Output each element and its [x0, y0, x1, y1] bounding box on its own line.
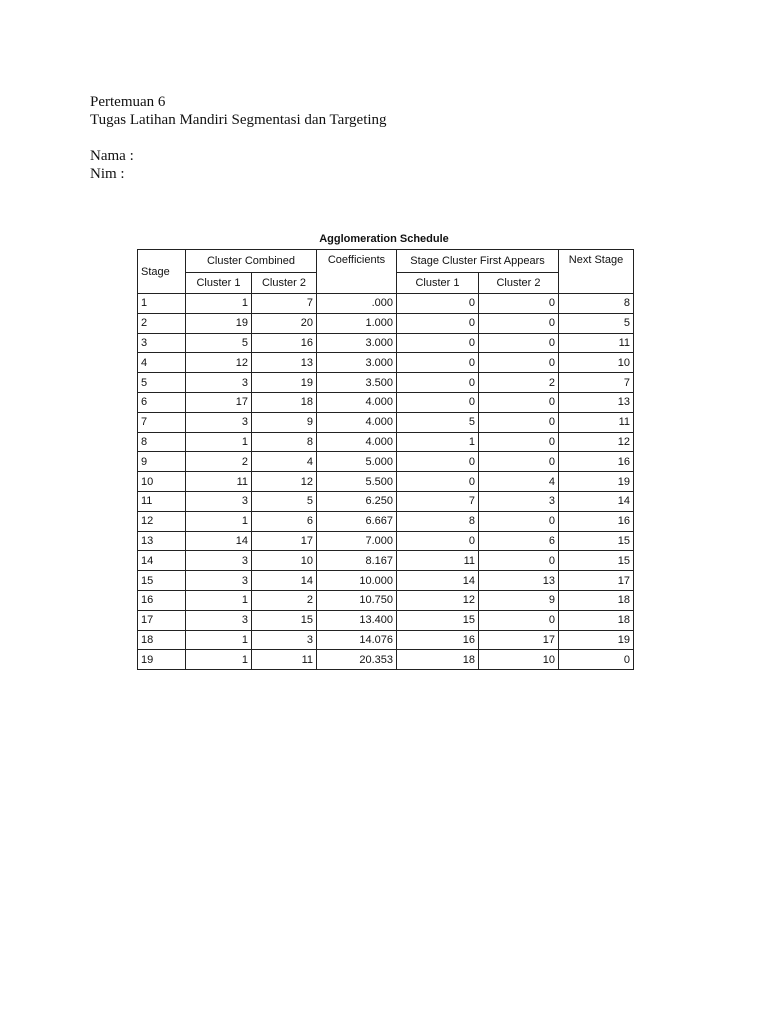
table-row [138, 333, 634, 353]
stage-cell: 14 [138, 551, 186, 571]
coefficient-cell: 4.000 [317, 432, 397, 452]
combined-cluster1-cell: 5 [186, 333, 252, 353]
coefficients-header: Coefficients [317, 250, 397, 294]
coefficient-cell: 10.000 [317, 571, 397, 591]
combined-cluster1-cell: 3 [186, 571, 252, 591]
coefficient-cell: 4.000 [317, 392, 397, 412]
stage-cell: 17 [138, 610, 186, 630]
document-header [90, 93, 387, 183]
table-row [138, 610, 634, 630]
appears-cluster1-cell: 7 [397, 491, 479, 511]
stage-cell: 18 [138, 630, 186, 650]
combined-cluster2-cell: 12 [252, 472, 317, 492]
appears-cluster2-cell: 13 [479, 571, 559, 591]
combined-cluster2-cell: 7 [252, 294, 317, 314]
appears-cluster2-header: Cluster 2 [479, 273, 559, 294]
next-stage-cell: 16 [559, 452, 634, 472]
appears-cluster1-cell: 15 [397, 610, 479, 630]
agglomeration-schedule-table [137, 249, 634, 670]
table-row [138, 313, 634, 333]
appears-cluster2-cell: 0 [479, 294, 559, 314]
table-row [138, 353, 634, 373]
first-appears-header: Stage Cluster First Appears [397, 250, 559, 273]
appears-cluster1-cell: 14 [397, 571, 479, 591]
coefficient-cell: 3.500 [317, 373, 397, 393]
appears-cluster1-cell: 8 [397, 511, 479, 531]
coefficient-cell: 14.076 [317, 630, 397, 650]
appears-cluster1-cell: 0 [397, 313, 479, 333]
name-label: Nama : [90, 148, 134, 164]
next-stage-cell: 19 [559, 630, 634, 650]
appears-cluster2-cell: 0 [479, 313, 559, 333]
next-stage-cell: 10 [559, 353, 634, 373]
combined-cluster2-cell: 9 [252, 412, 317, 432]
combined-cluster2-cell: 14 [252, 571, 317, 591]
next-stage-cell: 5 [559, 313, 634, 333]
appears-cluster2-cell: 0 [479, 610, 559, 630]
appears-cluster1-cell: 0 [397, 452, 479, 472]
appears-cluster2-cell: 0 [479, 353, 559, 373]
table-row [138, 511, 634, 531]
combined-cluster2-cell: 8 [252, 432, 317, 452]
coefficient-cell: 20.353 [317, 650, 397, 670]
cluster-combined-header: Cluster Combined [186, 250, 317, 273]
stage-cell: 10 [138, 472, 186, 492]
stage-cell: 19 [138, 650, 186, 670]
coefficient-cell: 5.000 [317, 452, 397, 472]
combined-cluster2-cell: 13 [252, 353, 317, 373]
coefficient-cell: 7.000 [317, 531, 397, 551]
appears-cluster2-cell: 3 [479, 491, 559, 511]
table-row [138, 373, 634, 393]
combined-cluster2-cell: 6 [252, 511, 317, 531]
next-stage-header: Next Stage [559, 250, 634, 294]
coefficient-cell: 5.500 [317, 472, 397, 492]
appears-cluster1-cell: 12 [397, 590, 479, 610]
combined-cluster1-cell: 11 [186, 472, 252, 492]
combined-cluster1-cell: 1 [186, 650, 252, 670]
combined-cluster2-cell: 19 [252, 373, 317, 393]
table-row [138, 571, 634, 591]
table-row [138, 491, 634, 511]
combined-cluster2-cell: 3 [252, 630, 317, 650]
table-row [138, 531, 634, 551]
next-stage-cell: 18 [559, 610, 634, 630]
appears-cluster1-cell: 0 [397, 353, 479, 373]
table-row [138, 630, 634, 650]
next-stage-cell: 16 [559, 511, 634, 531]
coefficient-cell: 8.167 [317, 551, 397, 571]
stage-header: Stage [138, 250, 186, 294]
appears-cluster2-cell: 0 [479, 412, 559, 432]
stage-cell: 16 [138, 590, 186, 610]
combined-cluster1-cell: 14 [186, 531, 252, 551]
stage-cell: 11 [138, 491, 186, 511]
appears-cluster2-cell: 0 [479, 452, 559, 472]
combined-cluster2-cell: 16 [252, 333, 317, 353]
combined-cluster1-cell: 1 [186, 511, 252, 531]
combined-cluster2-cell: 17 [252, 531, 317, 551]
appears-cluster2-cell: 4 [479, 472, 559, 492]
combined-cluster1-header: Cluster 1 [186, 273, 252, 294]
combined-cluster2-cell: 11 [252, 650, 317, 670]
appears-cluster2-cell: 0 [479, 511, 559, 531]
stage-cell: 4 [138, 353, 186, 373]
table-row [138, 472, 634, 492]
combined-cluster1-cell: 3 [186, 610, 252, 630]
stage-cell: 6 [138, 392, 186, 412]
next-stage-cell: 8 [559, 294, 634, 314]
combined-cluster1-cell: 1 [186, 590, 252, 610]
appears-cluster1-header: Cluster 1 [397, 273, 479, 294]
combined-cluster2-header: Cluster 2 [252, 273, 317, 294]
table-row [138, 452, 634, 472]
table-row [138, 412, 634, 432]
next-stage-cell: 17 [559, 571, 634, 591]
coefficient-cell: 3.000 [317, 333, 397, 353]
stage-cell: 2 [138, 313, 186, 333]
next-stage-cell: 13 [559, 392, 634, 412]
table-row [138, 590, 634, 610]
appears-cluster1-cell: 11 [397, 551, 479, 571]
appears-cluster2-cell: 10 [479, 650, 559, 670]
combined-cluster1-cell: 3 [186, 491, 252, 511]
combined-cluster1-cell: 3 [186, 412, 252, 432]
stage-cell: 12 [138, 511, 186, 531]
table-row [138, 650, 634, 670]
combined-cluster1-cell: 1 [186, 630, 252, 650]
stage-cell: 5 [138, 373, 186, 393]
coefficient-cell: 6.250 [317, 491, 397, 511]
stage-cell: 15 [138, 571, 186, 591]
next-stage-cell: 7 [559, 373, 634, 393]
spacer [90, 129, 387, 147]
stage-cell: 9 [138, 452, 186, 472]
table-body [138, 294, 634, 670]
next-stage-cell: 19 [559, 472, 634, 492]
next-stage-cell: 15 [559, 531, 634, 551]
table-title: Agglomeration Schedule [319, 233, 449, 245]
coefficient-cell: 3.000 [317, 353, 397, 373]
table-row [138, 392, 634, 412]
next-stage-cell: 11 [559, 333, 634, 353]
stage-cell: 13 [138, 531, 186, 551]
appears-cluster1-cell: 1 [397, 432, 479, 452]
combined-cluster1-cell: 2 [186, 452, 252, 472]
appears-cluster2-cell: 2 [479, 373, 559, 393]
appears-cluster2-cell: 9 [479, 590, 559, 610]
combined-cluster2-cell: 2 [252, 590, 317, 610]
appears-cluster1-cell: 0 [397, 373, 479, 393]
combined-cluster2-cell: 20 [252, 313, 317, 333]
next-stage-cell: 12 [559, 432, 634, 452]
combined-cluster1-cell: 3 [186, 551, 252, 571]
meeting-title: Pertemuan 6 [90, 94, 166, 110]
coefficient-cell: 1.000 [317, 313, 397, 333]
appears-cluster1-cell: 0 [397, 472, 479, 492]
assignment-title: Tugas Latihan Mandiri Segmentasi dan Targeting [90, 112, 387, 128]
coefficient-cell: 13.400 [317, 610, 397, 630]
coefficient-cell: 10.750 [317, 590, 397, 610]
appears-cluster2-cell: 0 [479, 432, 559, 452]
appears-cluster1-cell: 5 [397, 412, 479, 432]
appears-cluster2-cell: 6 [479, 531, 559, 551]
coefficient-cell: 4.000 [317, 412, 397, 432]
appears-cluster2-cell: 0 [479, 333, 559, 353]
table-row [138, 551, 634, 571]
combined-cluster2-cell: 15 [252, 610, 317, 630]
table-row [138, 432, 634, 452]
appears-cluster1-cell: 16 [397, 630, 479, 650]
coefficient-cell: 6.667 [317, 511, 397, 531]
student-id-label: Nim : [90, 166, 125, 182]
appears-cluster2-cell: 0 [479, 551, 559, 571]
appears-cluster2-cell: 0 [479, 392, 559, 412]
combined-cluster1-cell: 1 [186, 432, 252, 452]
appears-cluster1-cell: 18 [397, 650, 479, 670]
next-stage-cell: 18 [559, 590, 634, 610]
appears-cluster1-cell: 0 [397, 333, 479, 353]
appears-cluster2-cell: 17 [479, 630, 559, 650]
coefficient-cell: .000 [317, 294, 397, 314]
next-stage-cell: 14 [559, 491, 634, 511]
stage-cell: 1 [138, 294, 186, 314]
appears-cluster1-cell: 0 [397, 294, 479, 314]
combined-cluster2-cell: 4 [252, 452, 317, 472]
combined-cluster1-cell: 17 [186, 392, 252, 412]
stage-cell: 7 [138, 412, 186, 432]
stage-cell: 8 [138, 432, 186, 452]
table-row [138, 294, 634, 314]
combined-cluster1-cell: 12 [186, 353, 252, 373]
appears-cluster1-cell: 0 [397, 392, 479, 412]
combined-cluster2-cell: 18 [252, 392, 317, 412]
combined-cluster1-cell: 3 [186, 373, 252, 393]
combined-cluster1-cell: 1 [186, 294, 252, 314]
stage-cell: 3 [138, 333, 186, 353]
combined-cluster2-cell: 5 [252, 491, 317, 511]
next-stage-cell: 15 [559, 551, 634, 571]
combined-cluster1-cell: 19 [186, 313, 252, 333]
next-stage-cell: 0 [559, 650, 634, 670]
appears-cluster1-cell: 0 [397, 531, 479, 551]
combined-cluster2-cell: 10 [252, 551, 317, 571]
next-stage-cell: 11 [559, 412, 634, 432]
